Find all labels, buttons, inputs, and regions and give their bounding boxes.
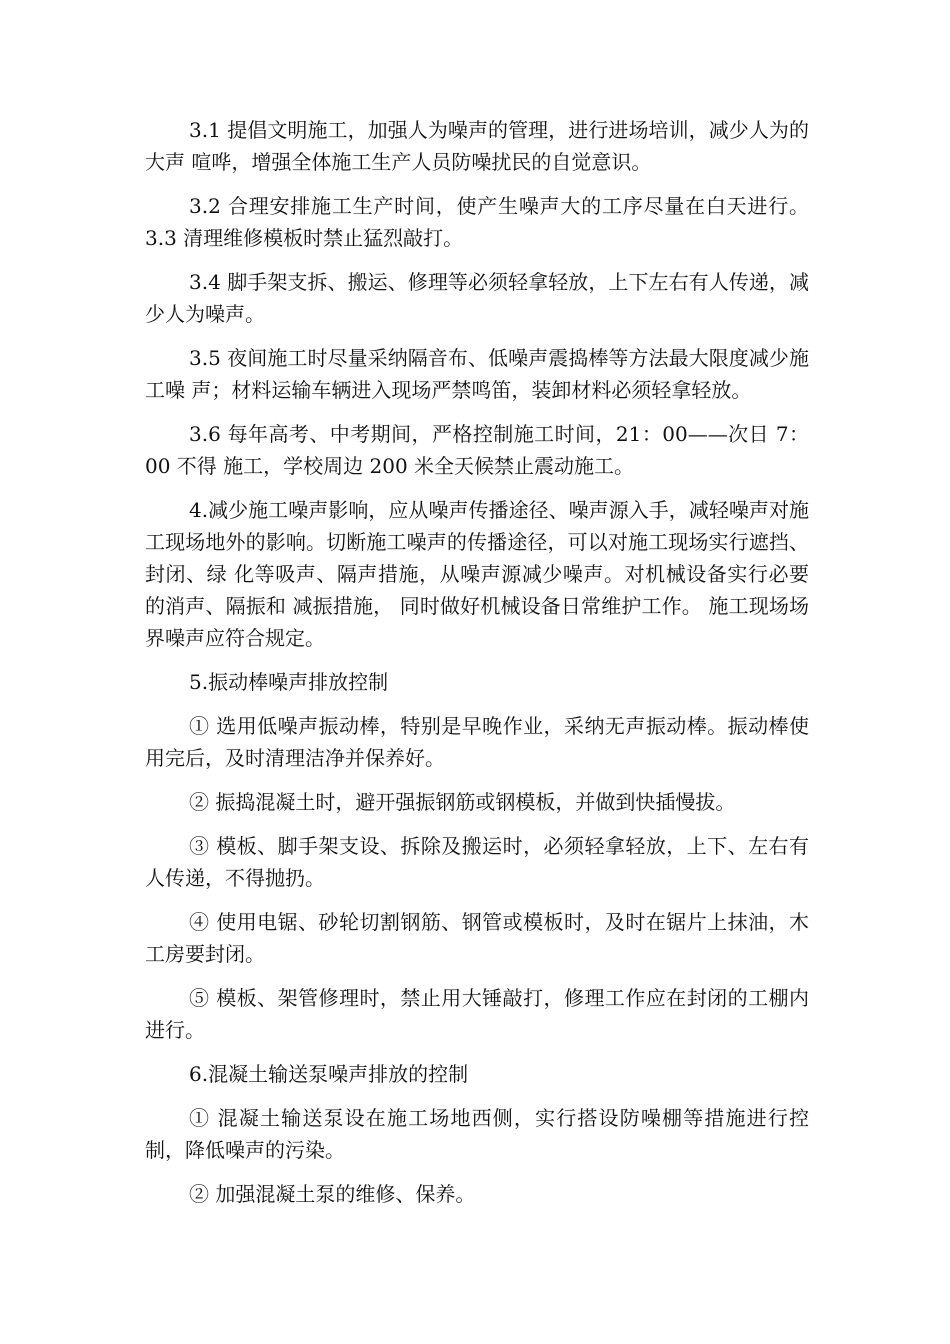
paragraph-3-5: 3.5 夜间施工时尽量采纳隔音布、低噪声震捣棒等方法最大限度减少施工噪 声；材料运输车辆进入现场严禁鸣笛，装卸材料必须轻拿轻放。 <box>145 346 809 402</box>
list-item-5-1: ① 选用低噪声振动棒，特别是早晚作业，采纳无声振动棒。振动棒使用完后，及时清理洁净并保养好。 <box>145 714 809 770</box>
list-item-5-3: ③ 模板、脚手架支设、拆除及搬运时，必须轻拿轻放，上下、左右有人传递，不得抛扔。 <box>145 834 809 890</box>
list-item-6-1: ① 混凝土输送泵设在施工场地西侧，实行搭设防噪棚等措施进行控制，降低噪声的污染。 <box>145 1106 809 1162</box>
paragraph-3-1: 3.1 提倡文明施工，加强人为噪声的管理，进行进场培训，减少人为的大声 喧哗，增强全体施工生产人员防噪扰民的自觉意识。 <box>145 118 809 174</box>
list-item-5-2: ② 振捣混凝土时，避开强振钢筋或钢模板，并做到快插慢拔。 <box>189 790 736 814</box>
list-item-6-2: ② 加强混凝土泵的维修、保养。 <box>189 1182 476 1206</box>
paragraph-3-6: 3.6 每年高考、中考期间，严格控制施工时间，21：00——次日 7：00 不得 施工，学校周边 200 米全天候禁止震动施工。 <box>145 422 809 478</box>
paragraph-3-4: 3.4 脚手架支拆、搬运、修理等必须轻拿轻放，上下左右有人传递，减少人为噪声。 <box>145 270 809 326</box>
paragraph-4: 4.减少施工噪声影响，应从噪声传播途径、噪声源入手，减轻噪声对施工现场地外的影响。切断施工噪声的传播途径，可以对施工现场实行遮挡、封闭、绿 化等吸声、隔声措施，从噪声源减少噪声。对机械设备实行必要的消声、隔振和 减振措施， 同时做好机械设备日常维护工作。 施工现场场界噪声应符合规定。 <box>145 498 809 650</box>
paragraph-3-2: 3.2 合理安排施工生产时间，使产生噪声大的工序尽量在白天进行。 3.3 清理维修模板时禁止猛烈敲打。 <box>145 194 809 250</box>
list-item-5-5: ⑤ 模板、架管修理时，禁止用大锤敲打，修理工作应在封闭的工棚内进行。 <box>145 986 809 1042</box>
list-item-5-4: ④ 使用电锯、砂轮切割钢筋、钢管或模板时，及时在锯片上抹油，木工房要封闭。 <box>145 910 809 966</box>
document-body <box>145 114 809 1222</box>
section-heading-5: 5.振动棒噪声排放控制 <box>189 670 389 694</box>
section-heading-6: 6.混凝土输送泵噪声排放的控制 <box>189 1062 469 1086</box>
